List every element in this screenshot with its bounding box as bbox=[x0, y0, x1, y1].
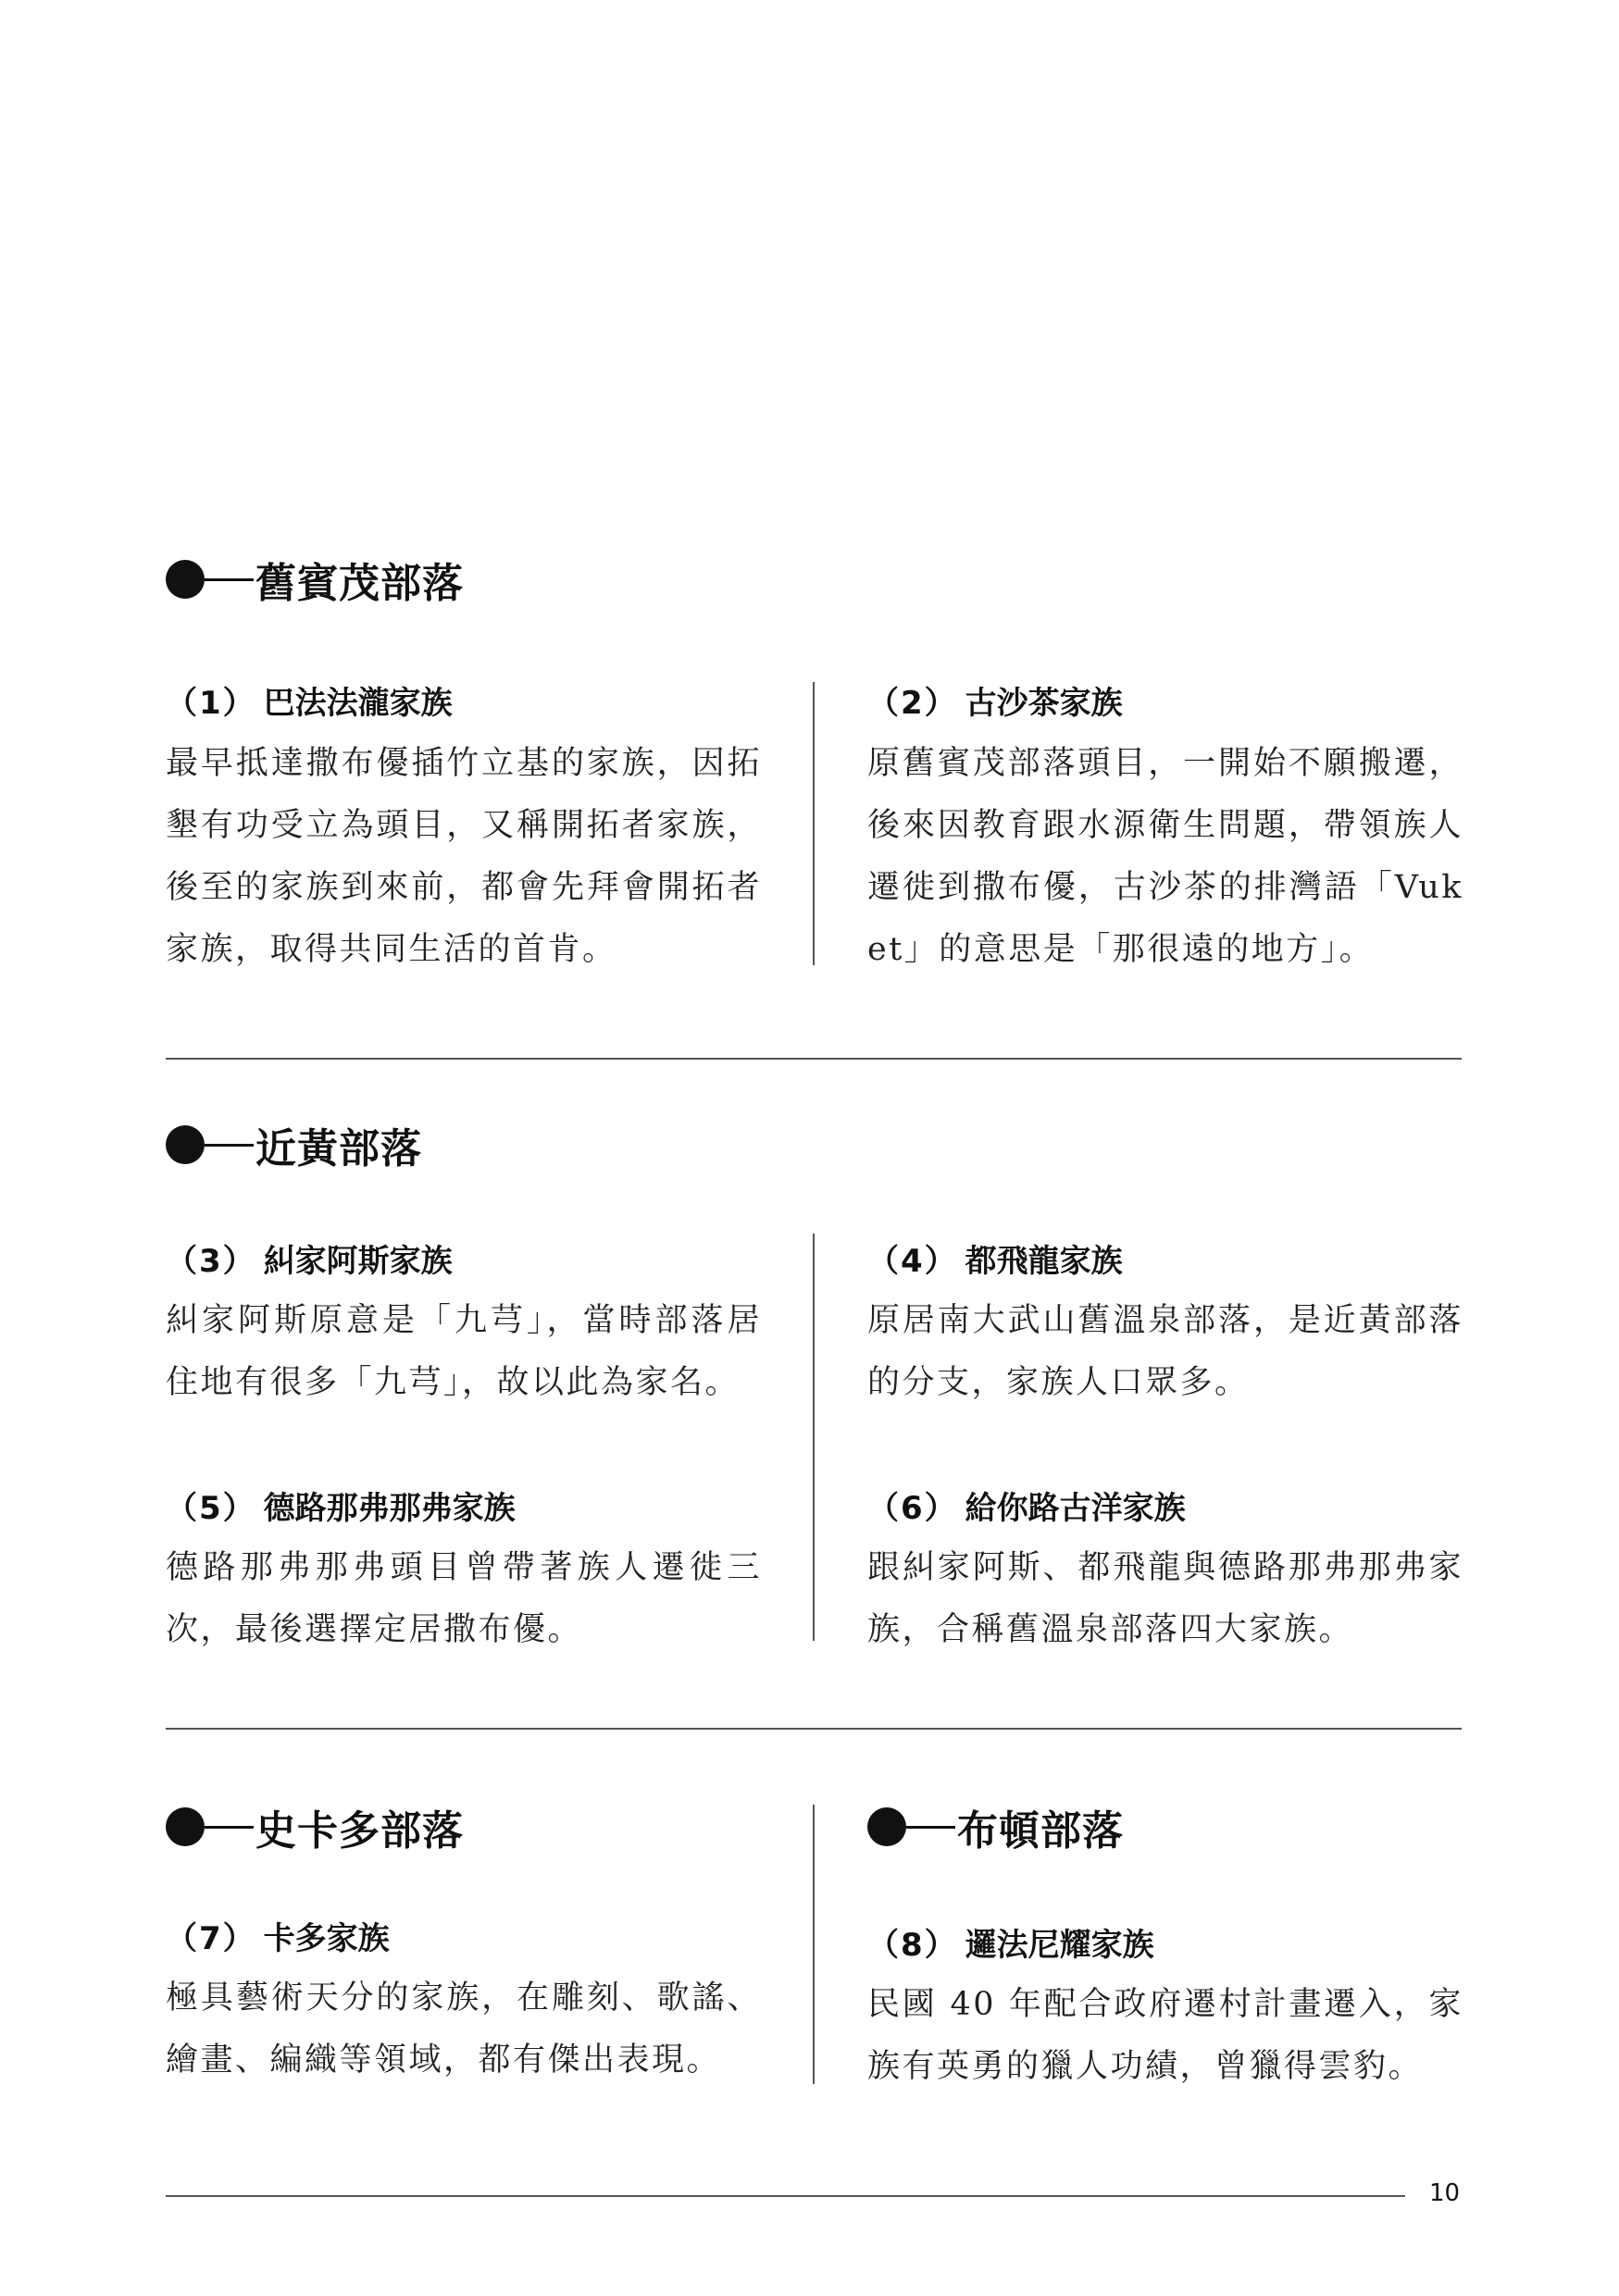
family-title bbox=[166, 1913, 390, 1958]
family-name: 糾家阿斯家族 bbox=[263, 1243, 453, 1280]
family-title bbox=[867, 1483, 1186, 1528]
section-heading-jiubinmao bbox=[166, 552, 464, 607]
column-divider bbox=[813, 682, 815, 965]
column-divider bbox=[813, 1234, 815, 1641]
family-number: （3） bbox=[166, 1243, 256, 1280]
bullet-dot-icon bbox=[166, 560, 205, 599]
family-name: 卡多家族 bbox=[263, 1920, 390, 1957]
section-title: 布頓部落 bbox=[957, 1807, 1124, 1855]
heading-dash bbox=[205, 1144, 254, 1147]
family-number: （1） bbox=[166, 685, 256, 722]
family-number: （5） bbox=[166, 1490, 256, 1527]
section-divider bbox=[166, 1058, 1462, 1060]
section-title: 近黃部落 bbox=[255, 1125, 422, 1173]
family-description: 原居南大武山舊溫泉部落，是近黃部落的分支，家族人口眾多。 bbox=[867, 1302, 1463, 1401]
family-title bbox=[867, 1919, 1154, 1965]
family-number: （8） bbox=[867, 1927, 958, 1964]
family-name: 邏法尼耀家族 bbox=[965, 1927, 1154, 1964]
family-number: （2） bbox=[867, 685, 958, 722]
family-title bbox=[166, 1483, 516, 1528]
family-description: 跟糾家阿斯、都飛龍與德路那弗那弗家族，合稱舊溫泉部落四大家族。 bbox=[867, 1549, 1463, 1648]
page-number: 10 bbox=[1429, 2179, 1461, 2207]
family-name: 巴法法瀧家族 bbox=[263, 685, 453, 722]
heading-dash bbox=[205, 1826, 254, 1829]
family-description: 極具藝術天分的家族，在雕刻、歌謠、繪畫、編織等領域，都有傑出表現。 bbox=[166, 1980, 762, 2079]
heading-dash bbox=[205, 578, 254, 581]
bullet-dot-icon bbox=[166, 1125, 205, 1164]
family-description: 糾家阿斯原意是「九芎」，當時部落居住地有很多「九芎」，故以此為家名。 bbox=[166, 1302, 762, 1401]
section-divider bbox=[166, 1728, 1462, 1730]
family-number: （6） bbox=[867, 1490, 958, 1527]
section-heading-shikaduo bbox=[166, 1799, 464, 1855]
column-divider bbox=[813, 1805, 815, 2084]
heading-dash bbox=[906, 1826, 955, 1829]
section-title: 舊賓茂部落 bbox=[255, 560, 464, 607]
family-title bbox=[166, 1235, 453, 1281]
family-title bbox=[867, 1235, 1123, 1281]
family-number: （7） bbox=[166, 1920, 256, 1957]
family-description: 原舊賓茂部落頭目，一開始不願搬遷，後來因教育跟水源衛生問題，帶領族人遷徙到撒布優，古沙茶的排灣語「Vuket」的意思是「那很遠的地方」。 bbox=[867, 745, 1463, 968]
family-number: （4） bbox=[867, 1243, 958, 1280]
family-description: 最早抵達撒布優插竹立基的家族，因拓墾有功受立為頭目，又稱開拓者家族，後至的家族到來前，都會先拜會開拓者家族，取得共同生活的首肯。 bbox=[166, 745, 762, 968]
family-name: 古沙茶家族 bbox=[965, 685, 1123, 722]
footer-rule bbox=[166, 2195, 1405, 2197]
bullet-dot-icon bbox=[166, 1807, 205, 1846]
family-name: 都飛龍家族 bbox=[965, 1243, 1123, 1280]
section-heading-jinhuang bbox=[166, 1117, 422, 1173]
family-description: 民國 40 年配合政府遷村計畫遷入，家族有英勇的獵人功績，曾獵得雲豹。 bbox=[867, 1986, 1463, 2085]
family-description: 德路那弗那弗頭目曾帶著族人遷徙三次，最後選擇定居撒布優。 bbox=[166, 1549, 762, 1648]
family-title bbox=[867, 677, 1123, 723]
section-heading-budun bbox=[867, 1799, 1124, 1855]
family-name: 給你路古洋家族 bbox=[965, 1490, 1186, 1527]
section-title: 史卡多部落 bbox=[255, 1807, 464, 1855]
family-name: 德路那弗那弗家族 bbox=[263, 1490, 516, 1527]
family-title bbox=[166, 677, 453, 723]
bullet-dot-icon bbox=[867, 1807, 906, 1846]
